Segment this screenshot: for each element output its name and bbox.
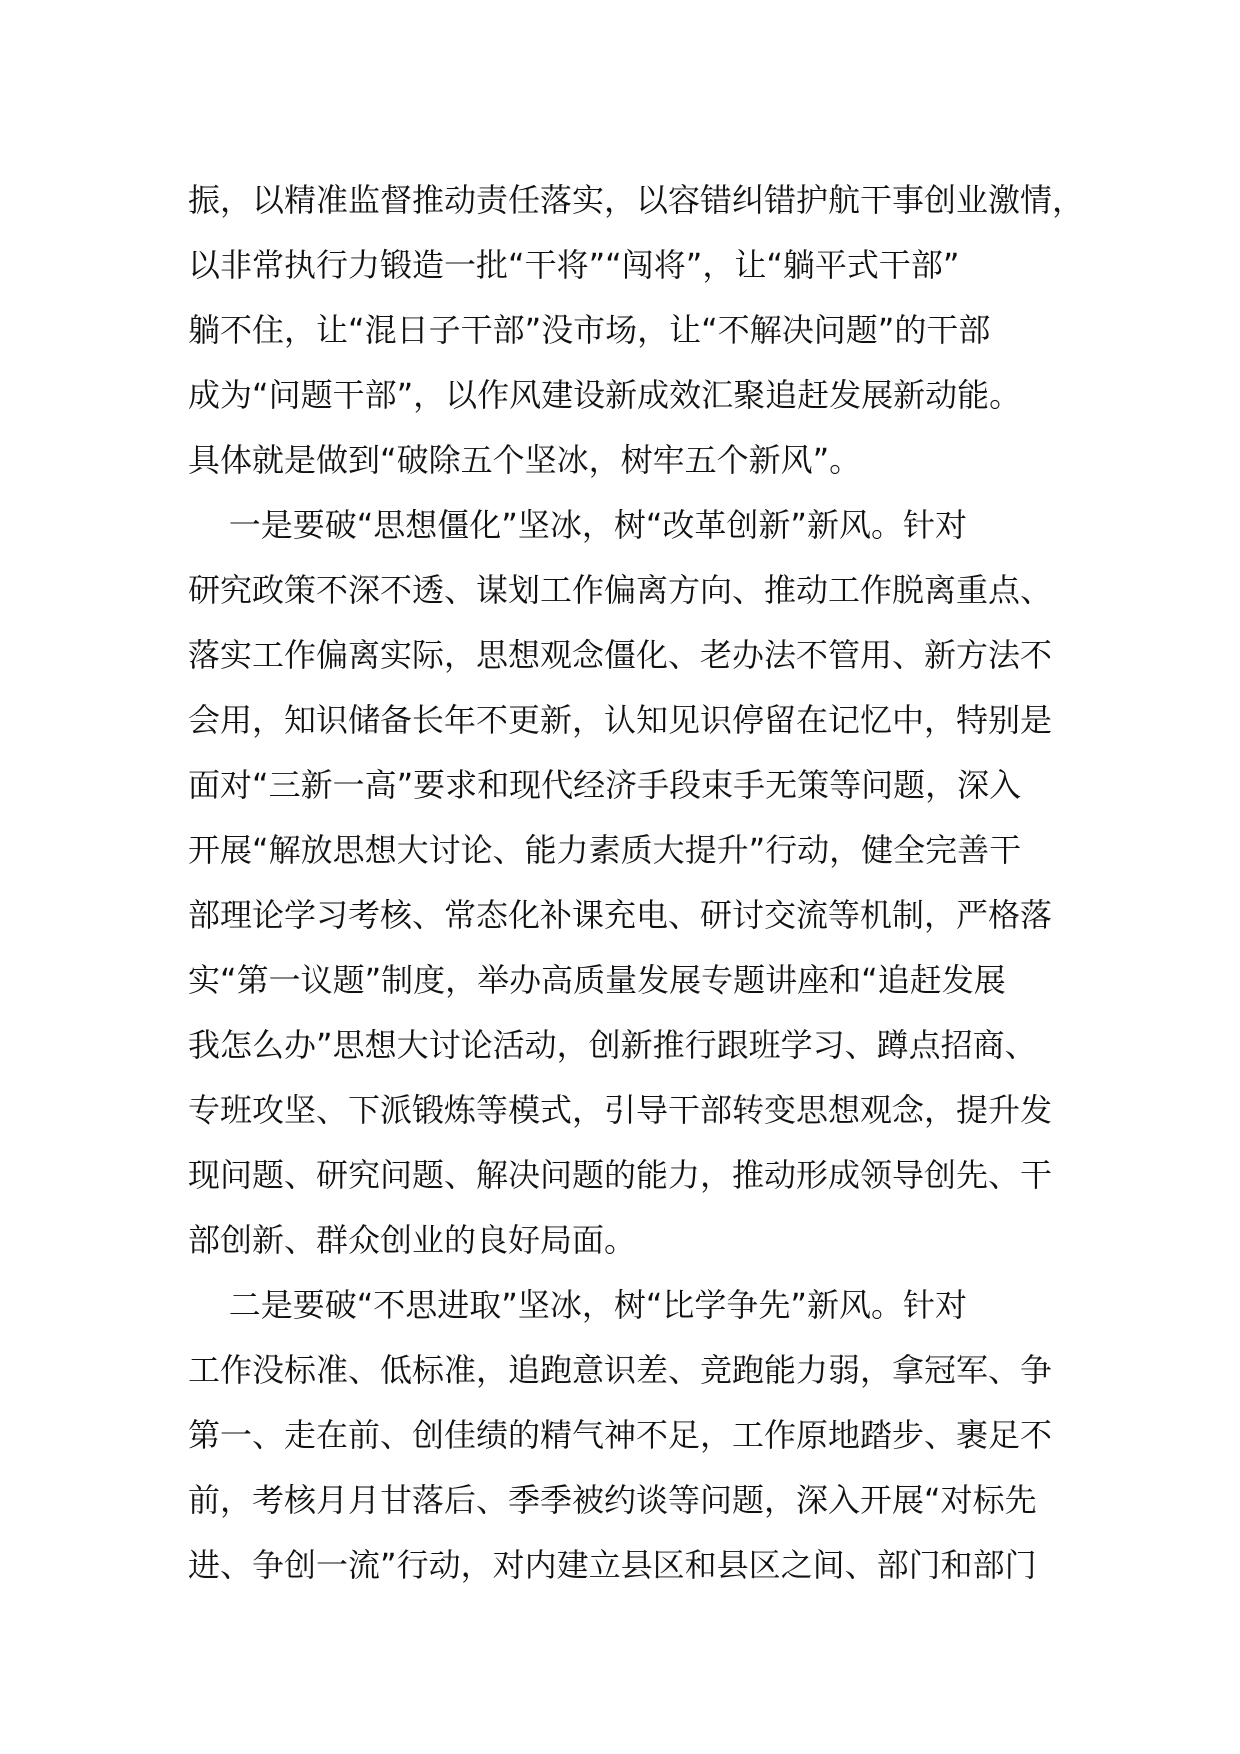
text-line: 部理论学习考核、常态化补课充电、研讨交流等机制，严格落: [188, 896, 1053, 934]
text-line: 开展“解放思想大讨论、能力素质大提升”行动，健全完善干: [188, 831, 1022, 869]
text-line: 以非常执行力锻造一批“干将”“闯将”，让“躺平式干部”: [188, 246, 960, 284]
text-line: 成为“问题干部”，以作风建设新成效汇聚追赶发展新动能。: [188, 376, 1022, 414]
text-line: 进、争创一流”行动，对内建立县区和县区之间、部门和部门: [188, 1546, 1037, 1584]
text-line: 振，以精准监督推动责任落实，以容错纠错护航干事创业激情，: [188, 181, 1085, 219]
text-line: 面对“三新一高”要求和现代经济手段束手无策等问题，深入: [188, 766, 1022, 804]
text-line: 落实工作偏离实际，思想观念僵化、老办法不管用、新方法不: [188, 636, 1053, 674]
text-line: 现问题、研究问题、解决问题的能力，推动形成领导创先、干: [188, 1156, 1053, 1194]
text-line: 实“第一议题”制度，举办高质量发展专题讲座和“追赶发展: [188, 961, 1006, 999]
text-line: 工作没标准、低标准，追跑意识差、竞跑能力弱，拿冠军、争: [188, 1351, 1053, 1389]
text-line: 研究政策不深不透、谋划工作偏离方向、推动工作脱离重点、: [188, 571, 1053, 609]
text-line: 一是要破“思想僵化”坚冰，树“改革创新”新风。针对: [188, 506, 968, 544]
text-line: 躺不住，让“混日子干部”没市场，让“不解决问题”的干部: [188, 311, 991, 349]
text-line: 第一、走在前、创佳绩的精气神不足，工作原地踏步、裹足不: [188, 1416, 1053, 1454]
text-line: 会用，知识储备长年不更新，认知见识停留在记忆中，特别是: [188, 701, 1053, 739]
text-line: 前，考核月月甘落后、季季被约谈等问题，深入开展“对标先: [188, 1481, 1037, 1519]
text-line: 具体就是做到“破除五个坚冰，树牢五个新风”。: [188, 441, 862, 479]
text-line: 我怎么办”思想大讨论活动，创新推行跟班学习、蹲点招商、: [188, 1026, 1037, 1064]
text-line: 部创新、群众创业的良好局面。: [188, 1221, 637, 1259]
document-body: [188, 168, 1085, 1598]
text-line: 二是要破“不思进取”坚冰，树“比学争先”新风。针对: [188, 1286, 968, 1324]
text-line: 专班攻坚、下派锻炼等模式，引导干部转变思想观念，提升发: [188, 1091, 1053, 1129]
